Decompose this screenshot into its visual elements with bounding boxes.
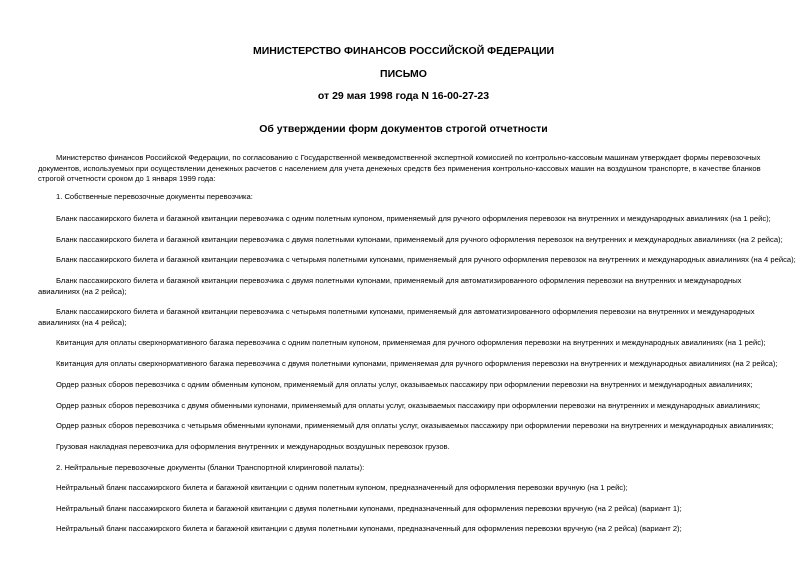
list-item: Нейтральный бланк пассажирского билета и багажной квитанции с двумя полетными купонами, предназначенный для оформления перевозки вручную (на 2 рейса) (вариант 1); (56, 504, 682, 513)
list-item: Ордер разных сборов перевозчика с двумя обменными купонами, применяемый для оплаты услуг, оказываемых пассажиру при оформлении перевозки на внутренних и международных авиалиниях; (56, 401, 761, 410)
list-item: Бланк пассажирского билета и багажной квитанции перевозчика с четырьмя полетными купонами, применяемый для автоматизированного оформления перевозки на внутренних и международных авиалиниях (на 4 рейса); (38, 307, 755, 327)
section-1-heading: 1. Собственные перевозочные документы перевозчика: (56, 192, 253, 201)
document-title: Об утверждении форм документов строгой отчетности (259, 123, 548, 135)
document-type: ПИСЬМО (380, 68, 427, 80)
intro-paragraph: Министерство финансов Российской Федерации, по согласованию с Государственной межведомственной экспертной комиссией по контрольно-кассовым машинам утверждает формы перевозочных документов, используемых при осуществлении денежных расчетов с населением для учета денежных средств без применения контрольно-кассовых машин на воздушном транспорте, в качестве бланков строгой отчетности сроком до 1 января 1999 года: (38, 153, 761, 183)
list-item: Квитанция для оплаты сверхнормативного багажа перевозчика с двумя полетными купонами, применяемая для ручного оформления перевозки на внутренних и международных авиалиниях (на 2 рейса); (56, 359, 778, 368)
list-item: Ордер разных сборов перевозчика с четырьмя обменными купонами, применяемый для оплаты услуг, оказываемых пассажиру при оформлении перевозки на внутренних и международных авиалиниях; (56, 421, 774, 430)
list-item: Бланк пассажирского билета и багажной квитанции перевозчика с двумя полетными купонами, применяемый для ручного оформления перевозок на внутренних и международных авиалиниях (на 2 рейса); (56, 235, 783, 244)
section-2-heading: 2. Нейтральные перевозочные документы (бланки Транспортной клиринговой палаты): (56, 463, 365, 472)
list-item: Грузовая накладная перевозчика для оформления внутренних и международных воздушных перевозок грузов. (56, 442, 450, 451)
ministry-heading: МИНИСТЕРСТВО ФИНАНСОВ РОССИЙСКОЙ ФЕДЕРАЦИИ (252, 45, 555, 57)
list-item: Нейтральный бланк пассажирского билета и багажной квитанции с одним полетным купоном, предназначенный для оформления перевозки вручную (на 1 рейс); (56, 483, 628, 492)
list-item: Квитанция для оплаты сверхнормативного багажа перевозчика с одним полетным купоном, применяемая для ручного оформления перевозки на внутренних и международных авиалиниях (на 1 рейс); (56, 338, 766, 347)
list-item: Бланк пассажирского билета и багажной квитанции перевозчика с четырьмя полетными купонами, применяемый для ручного оформления перевозок на внутренних и международных авиалиниях (на 4 рейса); (56, 255, 796, 264)
document-date-number: от 29 мая 1998 года N 16-00-27-23 (317, 90, 490, 102)
list-item: Нейтральный бланк пассажирского билета и багажной квитанции с двумя полетными купонами, предназначенный для оформления перевозки вручную (на 2 рейса) (вариант 2); (56, 524, 682, 533)
list-item: Ордер разных сборов перевозчика с одним обменным купоном, применяемый для оплаты услуг, оказываемых пассажиру при оформлении перевозки на внутренних и международных авиалиниях; (56, 380, 753, 389)
list-item: Бланк пассажирского билета и багажной квитанции перевозчика с одним полетным купоном, применяемый для ручного оформления перевозок на внутренних и международных авиалиниях (на 1 рейс); (56, 214, 771, 223)
list-item: Бланк пассажирского билета и багажной квитанции перевозчика с двумя полетными купонами, применяемый для автоматизированного оформления перевозки на внутренних и международных авиалиниях (на 2 рейса); (38, 276, 742, 296)
